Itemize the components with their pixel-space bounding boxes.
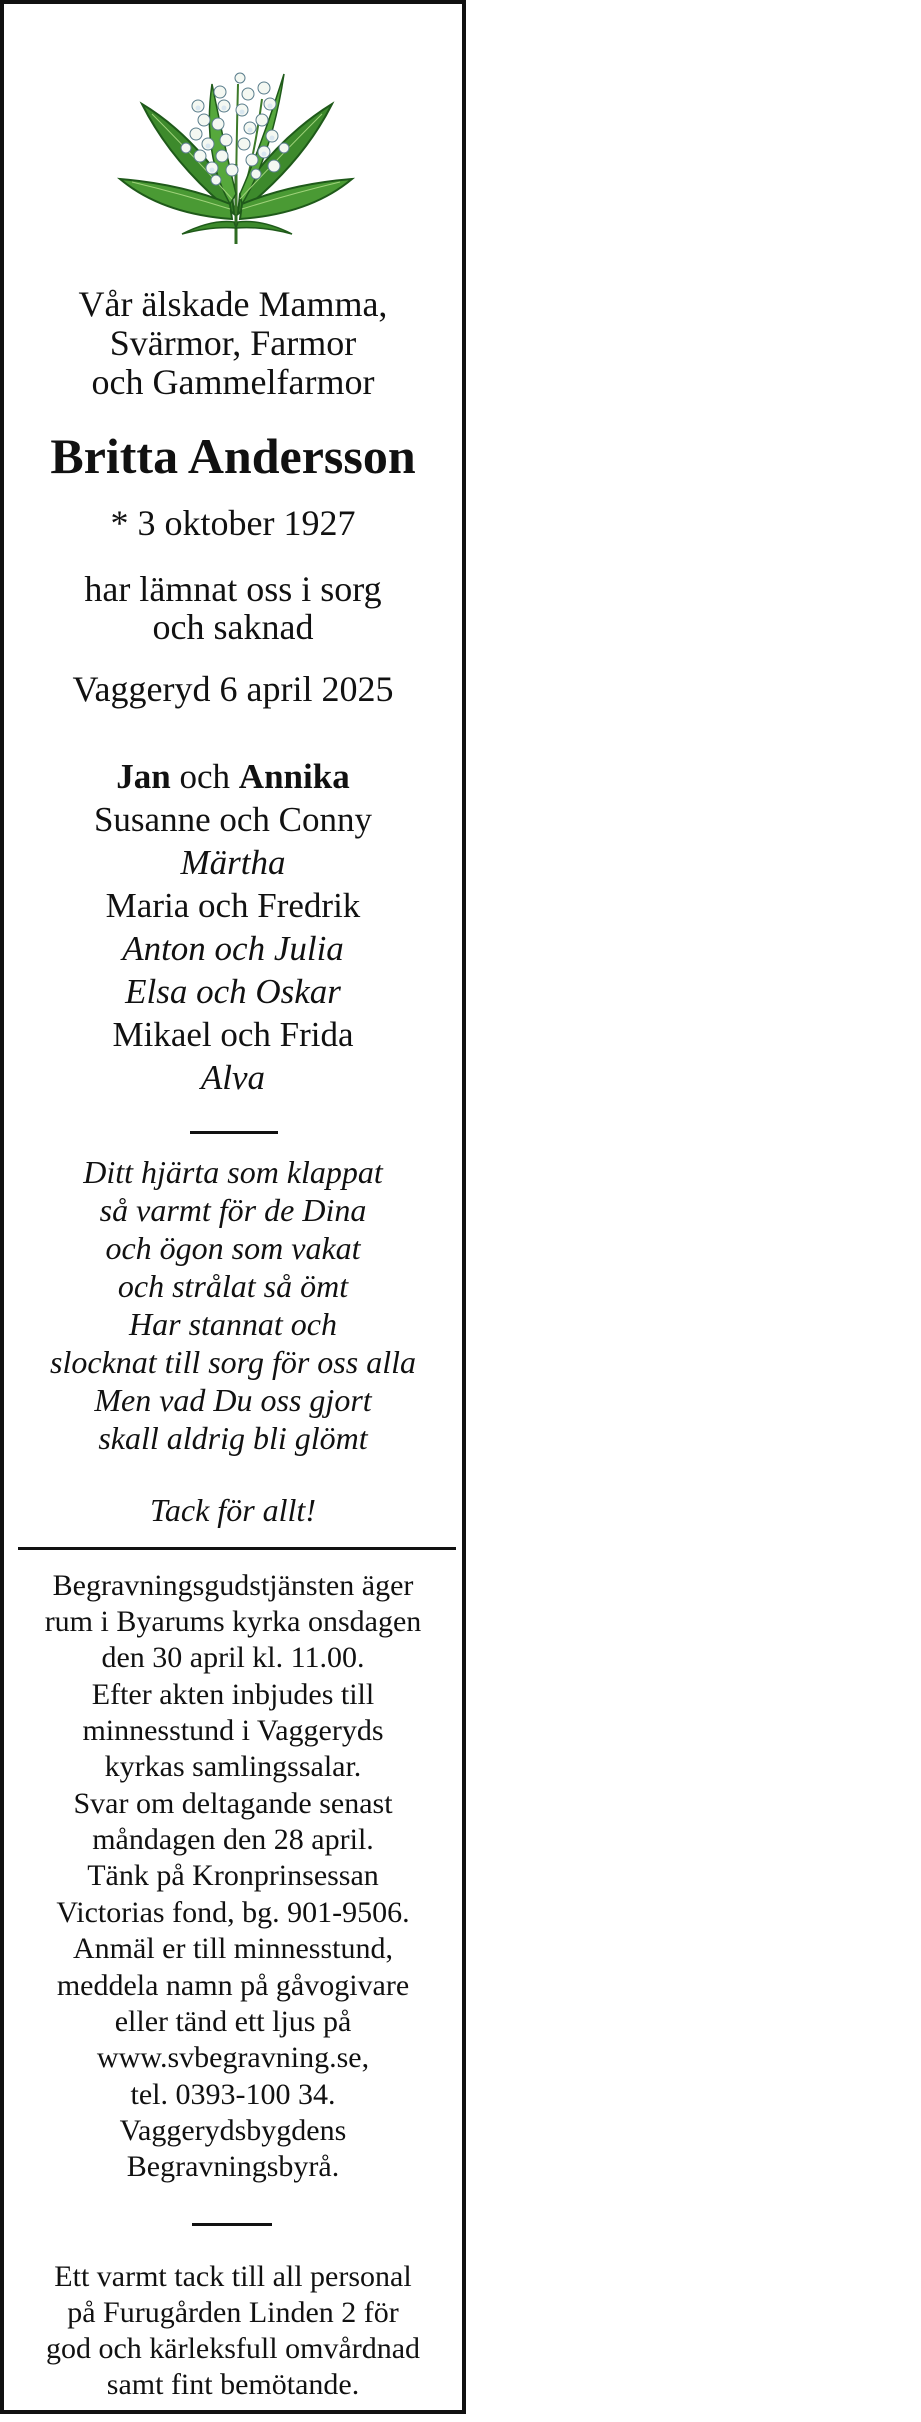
- family-line: Elsa och Oskar: [125, 972, 341, 1011]
- family-line: Märtha: [180, 843, 286, 882]
- divider: [192, 2223, 272, 2226]
- funeral-info-line: Vaggerydsbygdens: [119, 2114, 347, 2147]
- staff-thanks-line: Ett varmt tack till all personal: [54, 2260, 412, 2293]
- family-line: Susanne och Conny: [93, 800, 373, 839]
- funeral-info-line: den 30 april kl. 11.00.: [101, 1641, 365, 1674]
- funeral-info-line: Victorias fond, bg. 901-9506.: [56, 1896, 410, 1929]
- family-line: Anton och Julia: [122, 929, 344, 968]
- passed-line: har lämnat oss i sorg: [84, 569, 382, 609]
- funeral-info-line: www.svbegravning.se,: [96, 2041, 370, 2074]
- funeral-info-line: tel. 0393-100 34.: [130, 2078, 336, 2111]
- family-line: Maria och Fredrik: [105, 886, 361, 925]
- funeral-info-line: Tänk på Kronprinsessan: [87, 1859, 379, 1892]
- staff-thanks-line: på Furugården Linden 2 för: [67, 2296, 399, 2329]
- poem-line: så varmt för de Dina: [99, 1192, 367, 1228]
- staff-thanks-line: samt fint bemötande.: [106, 2368, 360, 2401]
- thanks-all: Tack för allt!: [150, 1492, 316, 1528]
- funeral-info-line: Begravningsgudstjänsten äger: [52, 1569, 414, 1602]
- family-name-annika: Annika: [238, 757, 350, 796]
- poem-line: Har stannat och: [129, 1306, 337, 1342]
- staff-thanks-line: god och kärleksfull omvårdnad: [45, 2332, 421, 2365]
- passed-line: och saknad: [152, 607, 314, 647]
- funeral-info-line: måndagen den 28 april.: [92, 1823, 374, 1856]
- deceased-name: Britta Andersson: [50, 428, 416, 484]
- funeral-info-line: meddela namn på gåvogivare: [56, 1969, 410, 2002]
- intro-line: och Gammelfarmor: [91, 362, 375, 402]
- funeral-info-line: kyrkas samlingssalar.: [104, 1750, 362, 1783]
- lily-of-the-valley-image: [112, 44, 360, 254]
- poem-line: och ögon som vakat: [105, 1230, 361, 1266]
- funeral-info-line: minnesstund i Vaggeryds: [82, 1714, 384, 1747]
- family-line: Mikael och Frida: [112, 1015, 354, 1054]
- funeral-info-line: Svar om deltagande senast: [73, 1787, 393, 1820]
- poem-line: skall aldrig bli glömt: [98, 1420, 368, 1456]
- funeral-info-line: Begravningsbyrå.: [126, 2150, 340, 2183]
- poem-line: slocknat till sorg för oss alla: [50, 1344, 416, 1380]
- family-line: Alva: [200, 1058, 266, 1097]
- place-date: Vaggeryd 6 april 2025: [72, 669, 394, 709]
- intro-line: Svärmor, Farmor: [109, 323, 357, 363]
- section-rule: [18, 1547, 456, 1550]
- divider: [190, 1131, 278, 1134]
- poem-line: Men vad Du oss gjort: [94, 1382, 372, 1418]
- funeral-info-line: eller tänd ett ljus på: [114, 2005, 352, 2038]
- funeral-info-line: rum i Byarums kyrka onsdagen: [44, 1605, 422, 1638]
- family-conjunction: och: [170, 757, 239, 796]
- poem-line: och strålat så ömt: [117, 1268, 349, 1304]
- family-first-line: [4, 757, 462, 797]
- family-name-jan: Jan: [116, 757, 171, 796]
- poem-line: Ditt hjärta som klappat: [83, 1154, 383, 1190]
- funeral-info-line: Anmäl er till minnesstund,: [73, 1932, 393, 1965]
- intro-line: Vår älskade Mamma,: [78, 284, 388, 324]
- birth-date: * 3 oktober 1927: [110, 503, 356, 543]
- funeral-info-line: Efter akten inbjudes till: [91, 1678, 375, 1711]
